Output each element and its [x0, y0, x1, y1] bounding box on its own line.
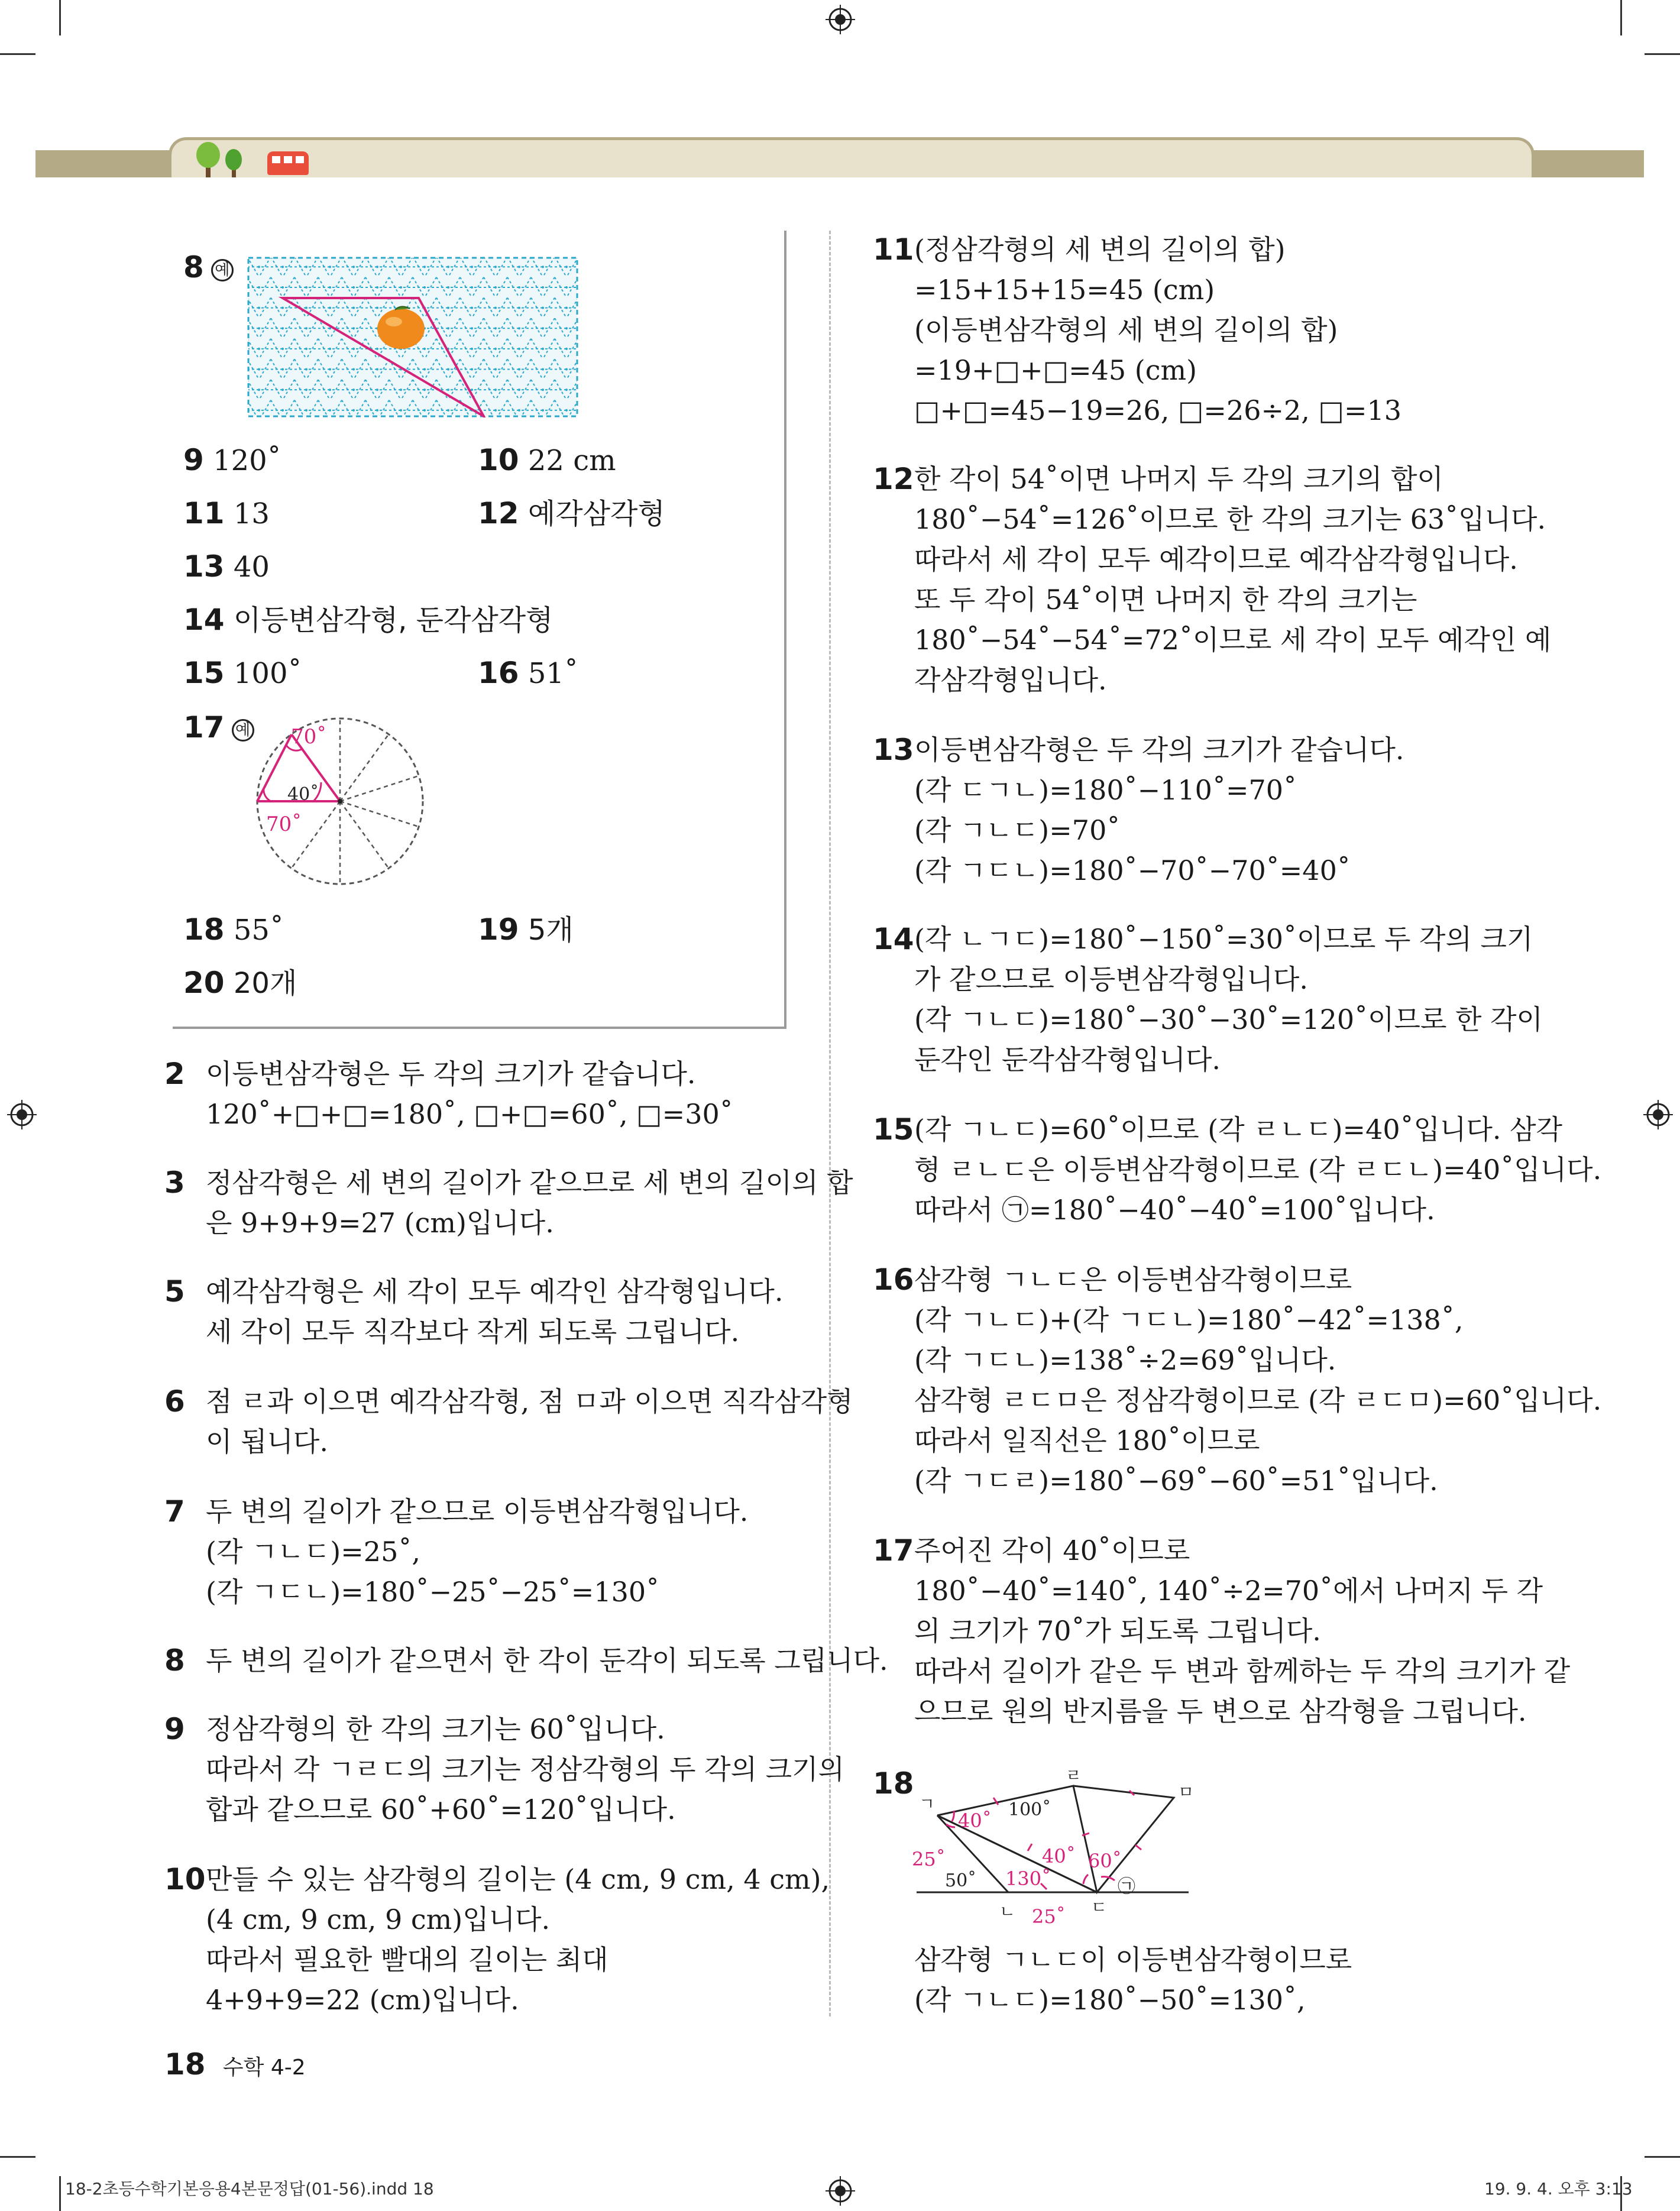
answer-10: 10 22 cm: [478, 443, 616, 477]
svg-text:40˚: 40˚: [1042, 1845, 1076, 1867]
example-mark: 예: [232, 719, 254, 742]
crop-mark: [0, 53, 35, 55]
svg-text:130˚: 130˚: [1005, 1867, 1051, 1890]
angle-label: 40˚: [287, 784, 319, 805]
answer-14: 14 이등변삼각형, 둔각삼각형: [183, 603, 553, 637]
svg-text:ㄴ: ㄴ: [999, 1902, 1016, 1921]
svg-text:40˚: 40˚: [958, 1809, 992, 1832]
answer-8: 8 예: [183, 247, 234, 288]
registration-mark-icon: [826, 5, 855, 34]
answer-16: 16 51˚: [478, 656, 578, 690]
answer-9: 9 120˚: [183, 443, 281, 477]
quadrilateral-angle-figure: [911, 1768, 1195, 1928]
answer-12: 12 예각삼각형: [478, 496, 665, 530]
page-footer: [164, 2047, 306, 2081]
svg-text:100˚: 100˚: [1008, 1799, 1051, 1820]
crop-mark: [1645, 2156, 1680, 2158]
svg-text:60˚: 60˚: [1088, 1850, 1122, 1872]
svg-text:ㄱ: ㄱ: [919, 1794, 936, 1814]
answer-19: 19 5개: [478, 912, 574, 947]
svg-text:㉠: ㉠: [1118, 1876, 1135, 1897]
registration-mark-icon: [1643, 1100, 1673, 1129]
registration-mark-icon: [7, 1100, 37, 1129]
crop-mark: [1620, 0, 1622, 35]
answer-20: 20 20개: [183, 966, 297, 1000]
book-title: 수학 4-2: [222, 2055, 306, 2080]
page-number: 18: [164, 2047, 206, 2081]
header-banner: [35, 137, 1644, 177]
banner-tab: [169, 137, 1535, 177]
crop-mark: [59, 2176, 61, 2211]
bus-icon: [267, 151, 309, 175]
registration-mark-icon: [826, 2176, 855, 2206]
svg-text:ㅁ: ㅁ: [1178, 1782, 1195, 1802]
circle-triangle-figure: [248, 713, 432, 896]
svg-text:ㄷ: ㄷ: [1091, 1898, 1108, 1917]
angle-label: 70˚: [291, 725, 327, 749]
svg-text:ㄹ: ㄹ: [1066, 1768, 1082, 1785]
dot-grid-triangle-figure: [247, 257, 578, 417]
answer-13: 13 40: [183, 549, 270, 584]
crop-mark: [1645, 53, 1680, 55]
svg-text:25˚: 25˚: [912, 1848, 946, 1870]
svg-text:25˚: 25˚: [1032, 1905, 1066, 1928]
answer-15: 15 100˚: [183, 656, 302, 690]
crop-mark: [59, 0, 61, 35]
date-slug: 19. 9. 4. 오후 3:13: [1484, 2179, 1633, 2199]
answer-11: 11 13: [183, 496, 270, 530]
svg-text:50˚: 50˚: [945, 1870, 977, 1891]
tree-icon: [195, 142, 254, 177]
angle-label: 70˚: [266, 812, 302, 836]
answer-18: 18 55˚: [183, 912, 284, 947]
example-mark: 예: [211, 259, 234, 281]
file-slug: 18-2초등수학기본응용4본문정답(01-56).indd 18: [65, 2179, 434, 2199]
crop-mark: [0, 2156, 35, 2158]
answer-17: 17 예: [183, 707, 254, 748]
